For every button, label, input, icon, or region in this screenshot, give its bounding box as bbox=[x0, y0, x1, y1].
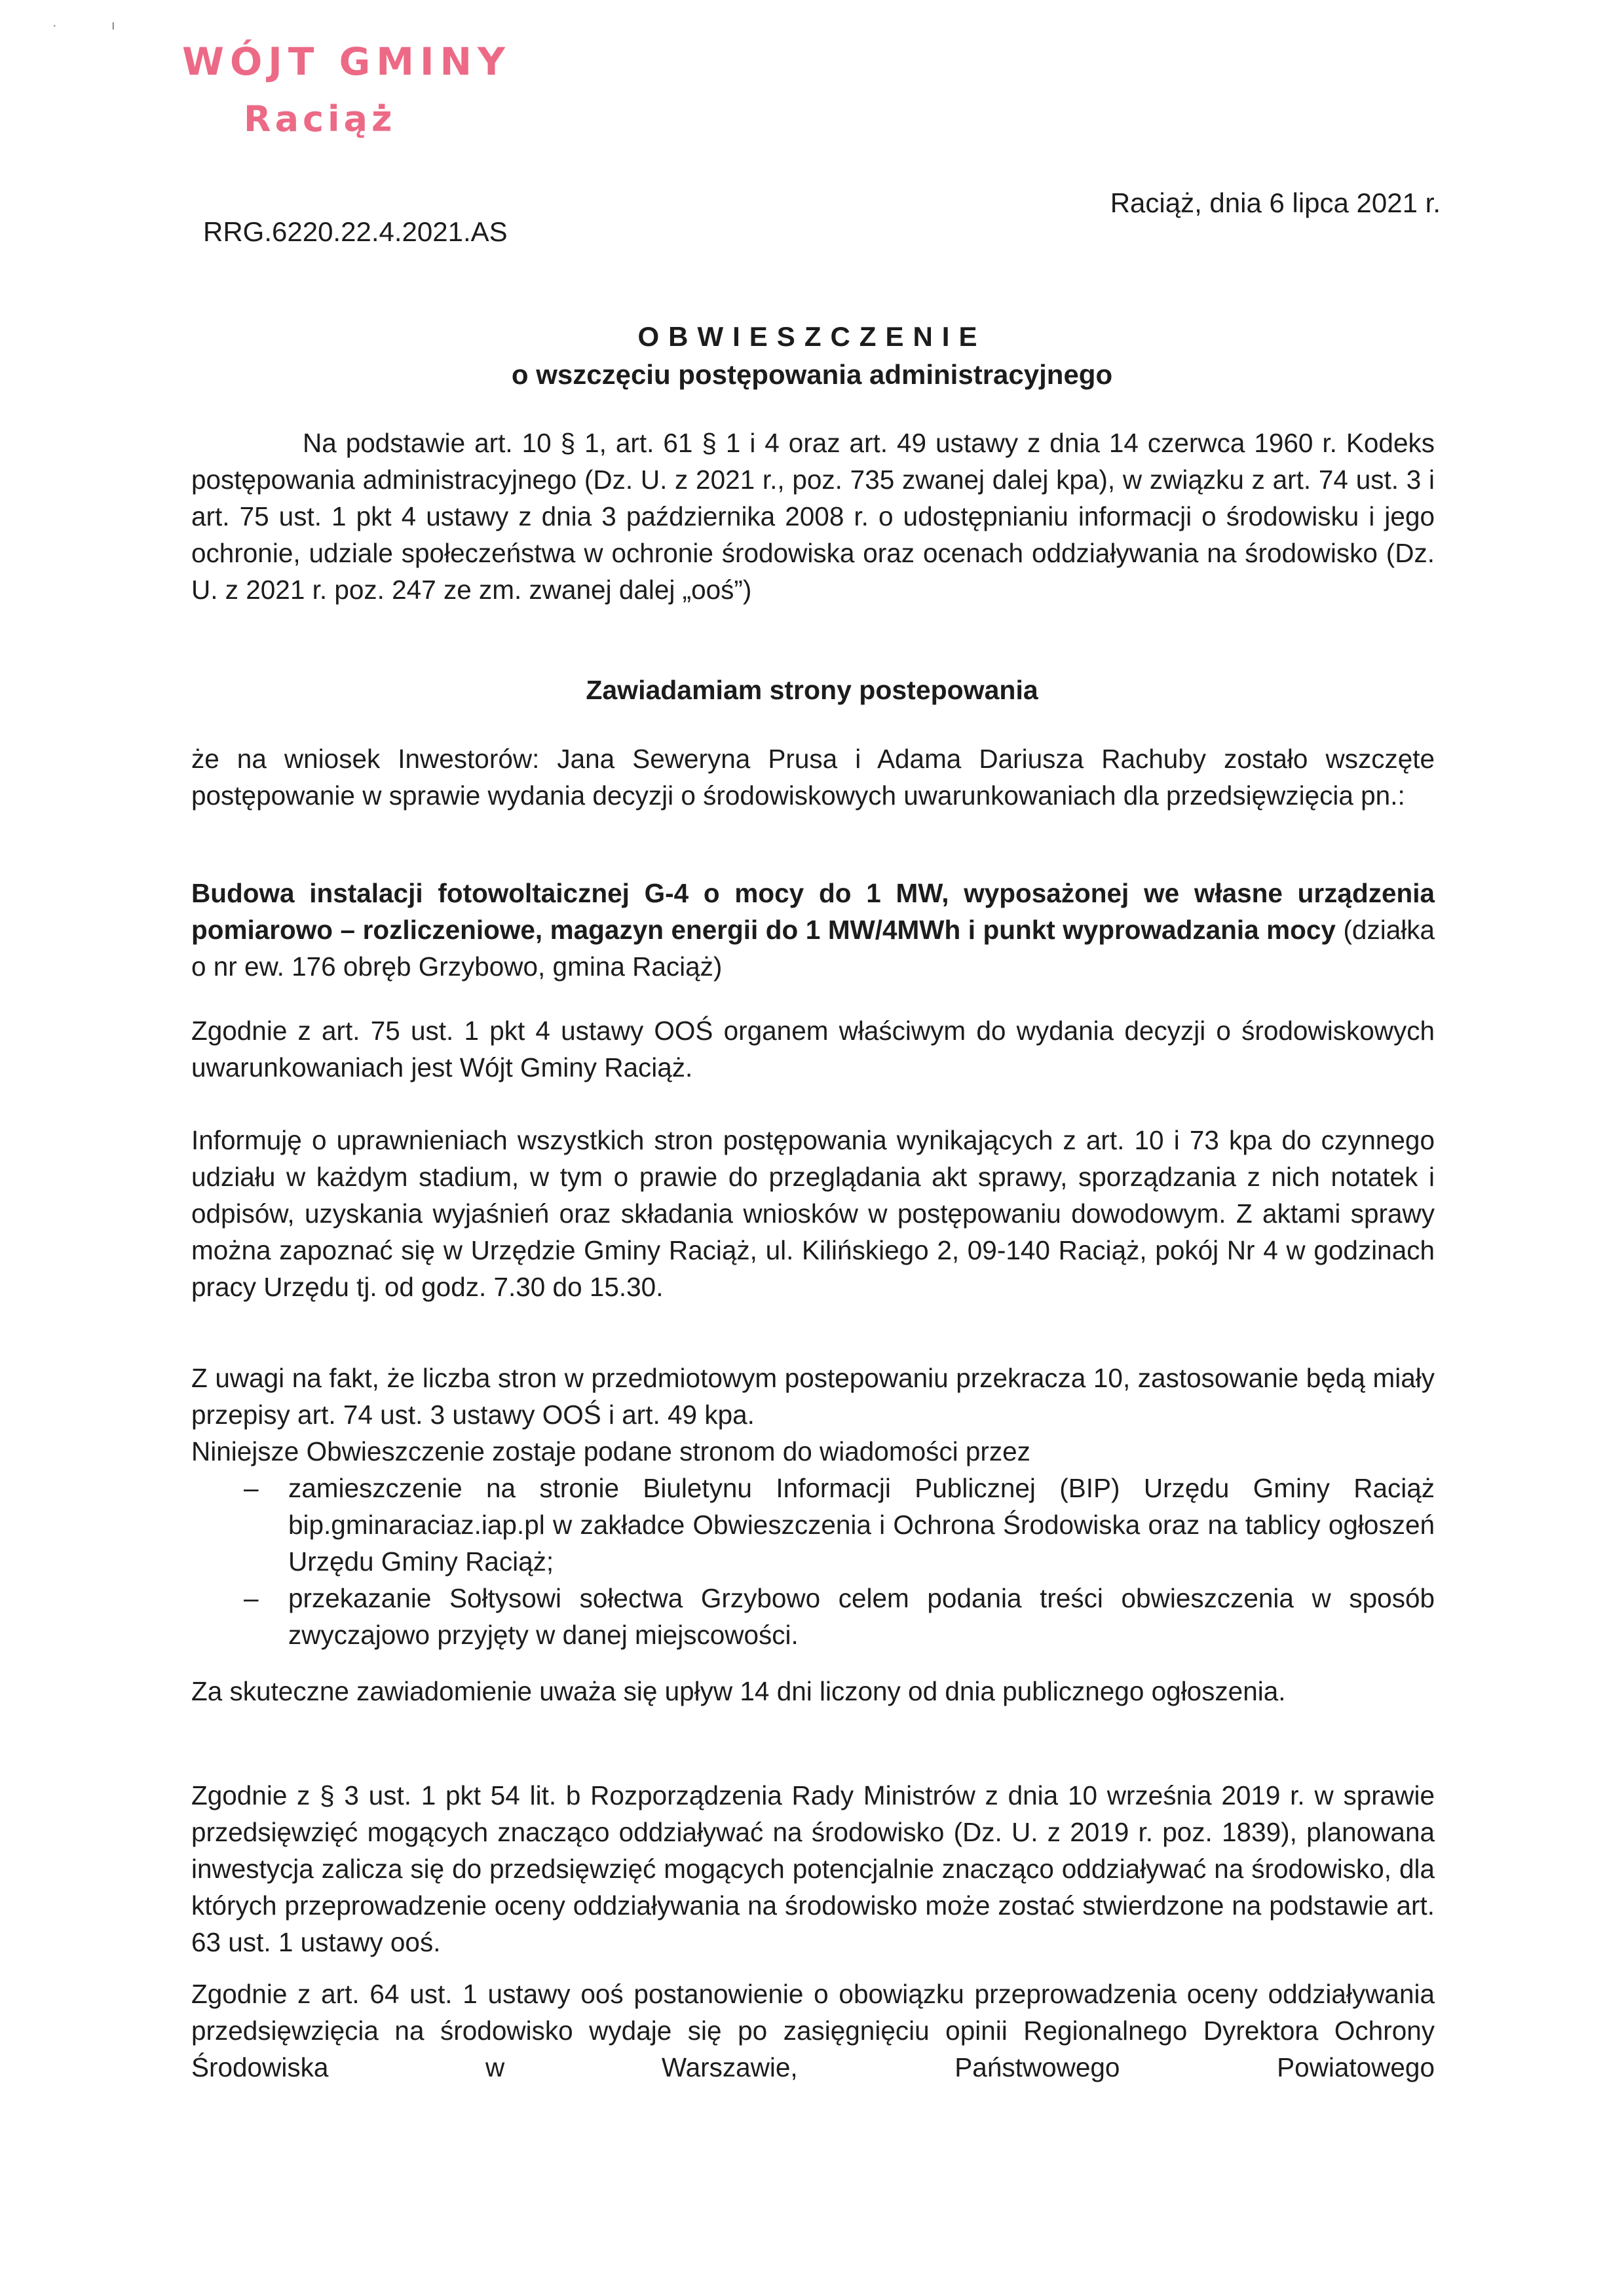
paragraph-text: Niniejsze Obwieszczenie zostaje podane stronom do wiadomości przez bbox=[191, 1436, 1030, 1466]
paragraph-authority bbox=[191, 1012, 1435, 1086]
paragraph-text: Za skuteczne zawiadomienie uważa się upływ 14 dni liczony od dnia publicznego ogłoszenia. bbox=[191, 1676, 1286, 1706]
paragraph-text: Zgodnie z § 3 ust. 1 pkt 54 lit. b Rozporządzenia Rady Ministrów z dnia 10 września 2019 r. w sprawie przedsięwzięć mogących znacząco oddziaływać na środowisko (Dz. U. z 2019 r. poz. 1839), planowana inwestycja zalicza się do przedsięwzięć mogących potencjalnie znacząco oddziaływać na środowisko, dla których przeprowadzenie oceny oddziaływania na środowisko może zostać stwierdzone na podstawie art. 63 ust. 1 ustawy ooś. bbox=[191, 1780, 1435, 1957]
scan-specks: · ı bbox=[52, 18, 115, 33]
paragraph-project bbox=[191, 875, 1435, 985]
document-date: Raciąż, dnia 6 lipca 2021 r. bbox=[1110, 187, 1441, 218]
intro-paragraph bbox=[191, 425, 1435, 608]
document-title: OBWIESZCZENIE bbox=[637, 321, 987, 352]
list-item bbox=[191, 1580, 1435, 1653]
paragraph-text: że na wniosek Inwestorów: Jana Seweryna Prusa i Adama Dariusza Rachuby zostało wszczęte postępowanie w sprawie wydania decyzji o środowiskowych uwarunkowaniach dla przedsięwzięcia pn.: bbox=[191, 744, 1435, 811]
paragraph-text: Zgodnie z art. 75 ust. 1 pkt 4 ustawy OOŚ organem właściwym do wydania decyzji o środowiskowych uwarunkowaniach jest Wójt Gminy Raciąż. bbox=[191, 1016, 1435, 1082]
project-name: Budowa instalacji fotowoltaicznej G-4 o mocy do 1 MW, wyposażonej we własne urządzenia pomiarowo – rozliczeniowe, magazyn energii do 1 MW/4MWh i punkt wyprowadzania mocy bbox=[191, 878, 1435, 945]
paragraph-rights bbox=[191, 1122, 1435, 1305]
paragraph-text bbox=[191, 875, 1435, 985]
list-bullet: – bbox=[244, 1473, 259, 1503]
stamp-line-1: WÓJT GMINY bbox=[182, 39, 512, 84]
paragraph-regulation bbox=[191, 1777, 1435, 1961]
project-location: (działka o nr ew. 176 obręb Grzybowo, gmina Raciąż) bbox=[191, 915, 1435, 982]
paragraph-text: Informuję o uprawnieniach wszystkich stron postępowania wynikających z art. 10 i 73 kpa do czynnego udziału w każdym stadium, w tym o prawie do przeglądania akt sprawy, sporządzania z nich notatek i odpisów, uzyskania wyjaśnień oraz składania wniosków w postępowaniu dowodowym. Z aktami sprawy można zapoznać się w Urzędzie Gminy Raciąż, ul. Kilińskiego 2, 09-140 Raciąż, pokój Nr 4 w godzinach pracy Urzędu tj. od godz. 7.30 do 15.30. bbox=[191, 1125, 1435, 1302]
list-bullet: – bbox=[244, 1583, 259, 1613]
notify-heading: Zawiadamiam strony postepowania bbox=[586, 675, 1038, 705]
intro-text: Na podstawie art. 10 § 1, art. 61 § 1 i 4 oraz art. 49 ustawy z dnia 14 czerwca 1960 r. Kodeks postępowania administracyjnego (Dz. U. z 2021 r., poz. 735 zwanej dalej kpa), w związku z art. 74 ust. 3 i art. 75 ust. 1 pkt 4 ustawy z dnia 3 października 2008 r. o udostępnianiu informacji o środowisku i jego ochronie, udziale społeczeństwa w ochronie środowiska oraz ocenach oddziaływania na środowisko (Dz. U. z 2021 r. poz. 247 ze zm. zwanej dalej „ooś”) bbox=[191, 428, 1435, 605]
document-subtitle: o wszczęciu postępowania administracyjnego bbox=[511, 359, 1113, 390]
paragraph-effective-notice bbox=[191, 1673, 1435, 1710]
notification-methods-list bbox=[191, 1470, 1435, 1653]
paragraph-opinion bbox=[191, 1976, 1435, 2086]
list-item-text: przekazanie Sołtysowi sołectwa Grzybowo celem podania treści obwieszczenia w sposób zwyczajowo przyjęty w danej miejscowości. bbox=[288, 1583, 1435, 1650]
paragraph-parties-count bbox=[191, 1360, 1435, 1470]
list-item-text: zamieszczenie na stronie Biuletynu Informacji Publicznej (BIP) Urzędu Gminy Raciąż bip.gminaraciaz.iap.pl w zakładce Obwieszczenia i Ochrona Środowiska oraz na tablicy ogłoszeń Urzędu Gminy Raciąż; bbox=[288, 1473, 1435, 1577]
paragraph-investors bbox=[191, 740, 1435, 814]
stamp-line-2: Raciąż bbox=[244, 98, 396, 140]
reference-number: RRG.6220.22.4.2021.AS bbox=[203, 216, 508, 247]
paragraph-text: Zgodnie z art. 64 ust. 1 ustawy ooś postanowienie o obowiązku przeprowadzenia oceny oddziaływania przedsięwzięcia na środowisko wydaje się po zasięgnięciu opinii Regionalnego Dyrektora Ochrony Środowiska w Warszawie, Państwowego Powiatowego bbox=[191, 1979, 1435, 2082]
paragraph-text: Z uwagi na fakt, że liczba stron w przedmiotowym postepowaniu przekracza 10, zastosowanie będą miały przepisy art. 74 ust. 3 ustawy OOŚ i art. 49 kpa. bbox=[191, 1363, 1435, 1430]
list-item bbox=[191, 1470, 1435, 1580]
